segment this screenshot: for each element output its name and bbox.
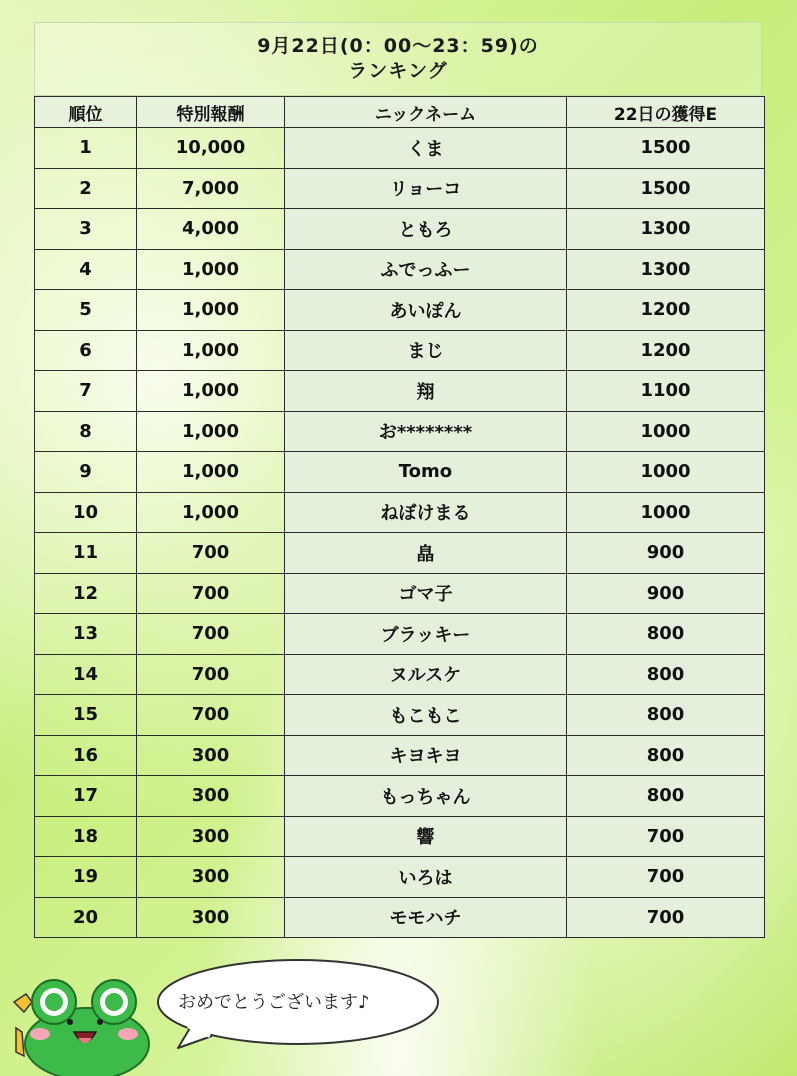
table-header-row — [35, 97, 765, 128]
header-rank: 順位 — [35, 97, 137, 128]
cell-reward: 1,000 — [137, 249, 285, 290]
cell-rank: 4 — [35, 249, 137, 290]
table-row — [35, 290, 765, 331]
cell-nickname: お******** — [285, 411, 567, 452]
header-nickname: ニックネーム — [285, 97, 567, 128]
cell-rank: 11 — [35, 533, 137, 574]
table-row — [35, 330, 765, 371]
cell-rank: 15 — [35, 695, 137, 736]
cell-points: 1300 — [567, 249, 765, 290]
cell-rank: 10 — [35, 492, 137, 533]
cell-reward: 1,000 — [137, 371, 285, 412]
cell-points: 800 — [567, 776, 765, 817]
table-row — [35, 371, 765, 412]
table-row — [35, 168, 765, 209]
table-row — [35, 897, 765, 938]
cell-reward: 1,000 — [137, 492, 285, 533]
cell-rank: 2 — [35, 168, 137, 209]
cell-rank: 6 — [35, 330, 137, 371]
table-row — [35, 209, 765, 250]
cell-nickname: もこもこ — [285, 695, 567, 736]
ranking-table — [34, 96, 765, 938]
cell-nickname: ブラッキー — [285, 614, 567, 655]
cell-reward: 1,000 — [137, 290, 285, 331]
cell-rank: 14 — [35, 654, 137, 695]
cell-rank: 12 — [35, 573, 137, 614]
cell-rank: 19 — [35, 857, 137, 898]
cell-reward: 700 — [137, 695, 285, 736]
cell-points: 1500 — [567, 128, 765, 169]
cell-nickname: くま — [285, 128, 567, 169]
cell-points: 900 — [567, 573, 765, 614]
table-row — [35, 735, 765, 776]
cell-points: 1000 — [567, 411, 765, 452]
cell-reward: 700 — [137, 573, 285, 614]
cell-nickname: あいぽん — [285, 290, 567, 331]
cell-rank: 5 — [35, 290, 137, 331]
table-row — [35, 249, 765, 290]
cell-reward: 700 — [137, 614, 285, 655]
cell-reward: 4,000 — [137, 209, 285, 250]
cell-nickname: 翔 — [285, 371, 567, 412]
table-row — [35, 452, 765, 493]
cell-reward: 300 — [137, 776, 285, 817]
cell-nickname: キヨキヨ — [285, 735, 567, 776]
cell-points: 1000 — [567, 492, 765, 533]
cell-nickname: ヌルスケ — [285, 654, 567, 695]
cell-reward: 700 — [137, 533, 285, 574]
table-row — [35, 128, 765, 169]
frog-mascot-icon — [12, 972, 152, 1076]
cell-points: 700 — [567, 816, 765, 857]
cell-nickname: もっちゃん — [285, 776, 567, 817]
cell-rank: 8 — [35, 411, 137, 452]
cell-points: 1200 — [567, 290, 765, 331]
cell-points: 800 — [567, 695, 765, 736]
table-row — [35, 533, 765, 574]
cell-rank: 1 — [35, 128, 137, 169]
cell-nickname: 響 — [285, 816, 567, 857]
table-row — [35, 816, 765, 857]
cell-reward: 300 — [137, 735, 285, 776]
cell-nickname: リョーコ — [285, 168, 567, 209]
header-points: 22日の獲得E — [567, 97, 765, 128]
cell-rank: 18 — [35, 816, 137, 857]
cell-points: 800 — [567, 735, 765, 776]
cell-reward: 700 — [137, 654, 285, 695]
cell-nickname: ねぼけまる — [285, 492, 567, 533]
cell-points: 1200 — [567, 330, 765, 371]
cell-points: 700 — [567, 897, 765, 938]
cell-reward: 1,000 — [137, 452, 285, 493]
cell-reward: 300 — [137, 816, 285, 857]
table-row — [35, 857, 765, 898]
cell-nickname: ふでっふー — [285, 249, 567, 290]
table-row — [35, 573, 765, 614]
cell-points: 1500 — [567, 168, 765, 209]
cell-reward: 10,000 — [137, 128, 285, 169]
cell-nickname: まじ — [285, 330, 567, 371]
cell-rank: 9 — [35, 452, 137, 493]
cell-nickname: いろは — [285, 857, 567, 898]
cell-nickname: ともろ — [285, 209, 567, 250]
cell-rank: 16 — [35, 735, 137, 776]
cell-reward: 1,000 — [137, 411, 285, 452]
cell-points: 1300 — [567, 209, 765, 250]
table-row — [35, 614, 765, 655]
cell-rank: 17 — [35, 776, 137, 817]
cell-points: 900 — [567, 533, 765, 574]
header-reward: 特別報酬 — [137, 97, 285, 128]
cell-rank: 3 — [35, 209, 137, 250]
cell-nickname: ゴマ子 — [285, 573, 567, 614]
cell-reward: 300 — [137, 897, 285, 938]
cell-points: 800 — [567, 654, 765, 695]
title-line-1: 9月22日(0：00～23：59)の — [257, 35, 539, 57]
cell-nickname: Tomo — [285, 452, 567, 493]
cell-points: 1000 — [567, 452, 765, 493]
cell-points: 800 — [567, 614, 765, 655]
cell-nickname: モモハチ — [285, 897, 567, 938]
cell-nickname: 皛 — [285, 533, 567, 574]
speech-bubble-text: おめでとうございます♪ — [178, 992, 370, 1013]
title-line-2: ランキング — [348, 60, 448, 82]
cell-reward: 1,000 — [137, 330, 285, 371]
ranking-sheet — [34, 22, 762, 938]
cell-rank: 7 — [35, 371, 137, 412]
cell-rank: 20 — [35, 897, 137, 938]
title-box — [34, 22, 762, 96]
cell-reward: 7,000 — [137, 168, 285, 209]
table-row — [35, 776, 765, 817]
table-row — [35, 492, 765, 533]
table-row — [35, 695, 765, 736]
cell-points: 700 — [567, 857, 765, 898]
cell-points: 1100 — [567, 371, 765, 412]
table-row — [35, 411, 765, 452]
cell-reward: 300 — [137, 857, 285, 898]
cell-rank: 13 — [35, 614, 137, 655]
table-row — [35, 654, 765, 695]
